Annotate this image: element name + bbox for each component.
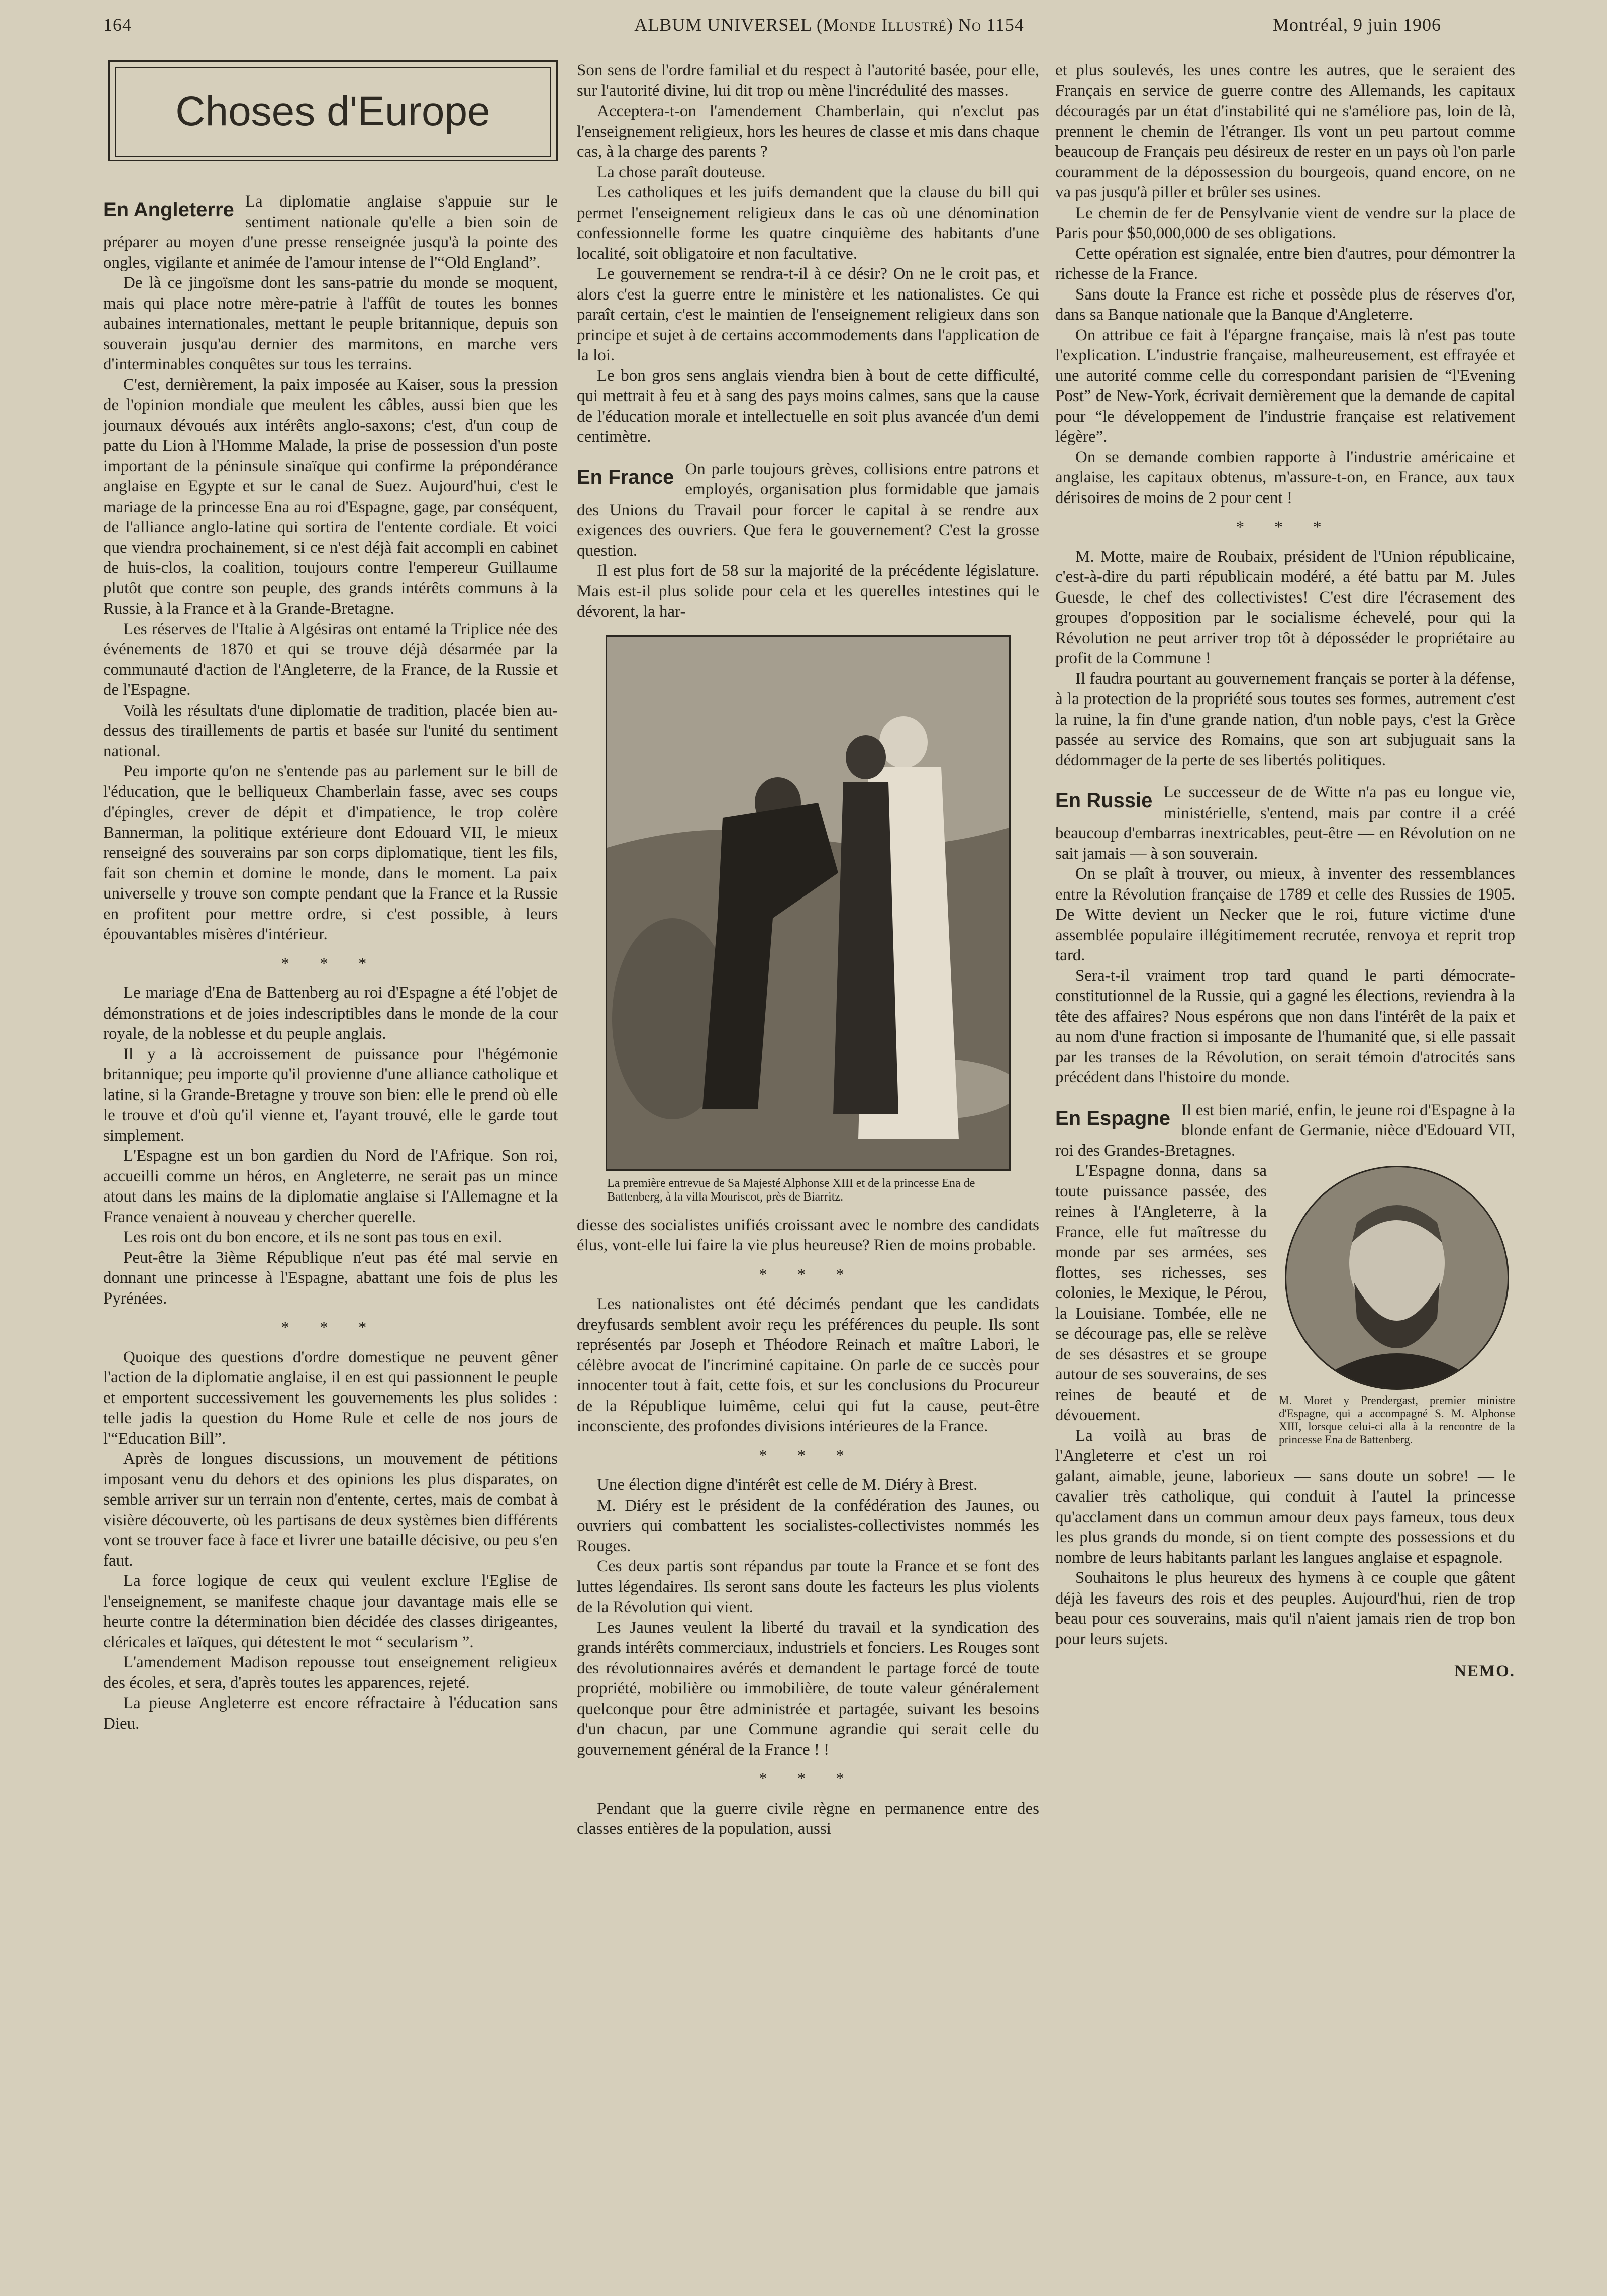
portrait-illustration (1286, 1167, 1508, 1388)
paragraph: Les nationalistes ont été décimés pendant que les candidats dreyfusards semblent avoir reçu les préférences du peuple. Ils sont représentés par Joseph et Théodore Reinach et maître Labori, le célèbre avocat de l'incriminé capitaine. On parle de ce succès pour innocenter tout à fait, cette fois, et sur les conclusions du Procureur de la République luimême, celui qui fut la cause, peut-être inconsciente, des profondes divisions intérieures de la France. (577, 1295, 1039, 1435)
portrait-figure (1279, 1166, 1515, 1446)
column-3 (1055, 60, 1515, 1682)
page-number: 164 (103, 15, 132, 35)
portrait-moret (1285, 1166, 1509, 1390)
paragraph: Le bon gros sens anglais viendra bien à bout de cette difficulté, qui mettrait à feu et à sang des pays moins calmes, sans que la cause de l'éducation morale et intellectuelle en soit plus avancée d'un demi centimètre. (577, 366, 1039, 446)
paragraph: Quoique des questions d'ordre domestique ne peuvent gêner l'action de la diplomatie anglaise, il en est qui passionnent le peuple et emportent successivement les gouvernements les plus solides : telle jadis la question du Home Rule et celle de nos jours de l'“Education Bill”. (103, 1348, 558, 1448)
photo-caption: La première entrevue de Sa Majesté Alphonse XIII et de la princesse Ena de Battenberg, à la villa Mouriscot, près de Biarritz. (607, 1176, 975, 1204)
paragraph: On parle toujours grèves, collisions entre patrons et employés, organisation plus formidable que jamais des Unions du Travail pour forcer le capital à se rendre aux exigences des ouvriers. Que fera le gouvernement? C'est la grosse question. (577, 460, 1039, 560)
photo-figure (577, 635, 1039, 1204)
section-separator: * * * (281, 954, 380, 973)
paragraph: Pendant que la guerre civile règne en permanence entre des classes entières de la population, aussi (577, 1799, 1039, 1838)
paragraph: De là ce jingoïsme dont les sans-patrie du monde se moquent, mais qui place notre mère-patrie à l'affût de toutes les bonnes aubaines internationales, mettant le peuple britannique, depuis son souverain jusqu'au dernier des marmitons, en marche vers d'interminables conquêtes sur tous les terrains. (103, 274, 558, 373)
paragraph: La chose paraît douteuse. (597, 163, 766, 181)
paragraph: La diplomatie anglaise s'appuie sur le sentiment nationale qu'elle a bien soin de préparer au moyen d'une presse renseignée jusqu'à la pointe des ongles, vigilante et animée de l'amour intense de l'“Old England”. (103, 192, 558, 272)
paragraph: L'Espagne est un bon gardien du Nord de l'Afrique. Son roi, accueilli comme un héros, en Angleterre, ne serait pas un mince atout dans les mains de la diplomatie anglaise si l'Allemagne et la France venaient à nouveau y chercher querelle. (103, 1147, 558, 1226)
paragraph: Sans doute la France est riche et possède plus de réserves d'or, dans sa Banque nationale que la Banque d'Angleterre. (1055, 285, 1515, 324)
section-separator: * * * (759, 1265, 857, 1284)
paragraph: L'amendement Madison repousse tout enseignement religieux des écoles, et sera, d'après toutes les apparences, rejeté. (103, 1653, 558, 1692)
paragraph: Ces deux partis sont répandus par toute la France et se font des luttes légendaires. Ils seront sans doute les facteurs les plus violents de la Révolution qui vient. (577, 1557, 1039, 1616)
section-separator: * * * (1236, 518, 1335, 536)
paragraph: diesse des socialistes unifiés croissant avec le nombre des candidats élus, vont-elle lui faire la vie plus heureuse? Rien de moins probable. (577, 1216, 1039, 1254)
paragraph: La pieuse Angleterre est encore réfractaire à l'éducation sans Dieu. (103, 1694, 558, 1733)
paragraph: Il y a là accroissement de puissance pour l'hégémonie britannique; peu importe qu'il provienne d'une alliance catholique et latine, si la Grande-Bretagne y trouve son bien: elle le prend où elle le trouve et d'où qu'il vienne et, l'ayant trouvé, elle le garde tout simplement. (103, 1045, 558, 1145)
section-heading-espagne: En Espagne (1055, 1107, 1170, 1129)
paragraph: Après de longues discussions, un mouvement de pétitions imposant venu du dehors et des opinions les plus disparates, on semble arriver sur un terrain non d'entente, certes, mais de combat à visière découverte, où les partisans de deux systèmes bien différents vont se trouver face à face et livrer une bataille décisive, ou peu s'en faut. (103, 1450, 558, 1570)
paragraph: Acceptera-t-on l'amendement Chamberlain, qui n'exclut pas l'enseignement religieux, hors les heures de classe et mis dans chaque cas, à la charge des parents ? (577, 102, 1039, 161)
issue-date: Montréal, 9 juin 1906 (1273, 15, 1441, 35)
paragraph: Les catholiques et les juifs demandent que la clause du bill qui permet l'enseignement religieux dans le cas où une dénomination confessionnelle forme les quatre cinquième des habitants d'une localité, soit obligatoire et non facultative. (577, 183, 1039, 263)
paragraph: Voilà les résultats d'une diplomatie de tradition, placée bien au-dessus des tiraillements de partis et basée sur l'unité du sentiment national. (103, 701, 558, 760)
title-box (108, 60, 558, 161)
page-title: Choses d'Europe (115, 67, 551, 157)
paragraph: Le gouvernement se rendra-t-il à ce désir? On ne le croit pas, et alors c'est la guerre entre le ministère et les nationalistes. Ce qui paraît certain, c'est le maintien de l'enseignement religieux dans son principe et sujet à de certains accommodements dans l'application de la loi. (577, 265, 1039, 364)
paragraph: Les rois ont du bon encore, et ils ne sont pas tous en exil. (123, 1228, 503, 1246)
paragraph: et plus soulevés, les unes contre les autres, que le seraient des Français en service de guerre contre des Allemands, les capitaux découragés par un état d'instabilité qui ne s'améliore pas, loin de là, prennent le chemin de l'étranger. Ils vont un peu partout comme beaucoup de Français peu désireux de rester en un pays où l'on parle couramment de la dépossession du bourgeois, quand encore, on ne va pas jusqu'à piller et brûler ses usines. (1055, 61, 1515, 202)
paragraph: La force logique de ceux qui veulent exclure l'Eglise de l'enseignement, se manifeste chaque jour davantage mais elle se heurte contre la détermination bien décidée des classes dirigeantes, cléricales et laïques, qui détestent le mot “ secularism ”. (103, 1572, 558, 1651)
portrait-caption: M. Moret y Prendergast, premier ministre d'Espagne, qui a accompagné S. M. Alphonse XIII, lorsque celui-ci alla à la rencontre de la princesse Ena de Battenberg. (1279, 1394, 1515, 1446)
paragraph: M. Motte, maire de Roubaix, président de l'Union républicaine, c'est-à-dire du parti républicain modéré, a été battu par M. Jules Guesde, le chef des collectivistes! C'est dire l'écrasement des groupes d'opposition par le socialisme échevelé, pour qui la Révolution ne peut arriver trop tôt à déposséder le propriétaire au profit de la Commune ! (1055, 547, 1515, 667)
paragraph: Les Jaunes veulent la liberté du travail et la syndication des grands intérêts commerciaux, industriels et fonciers. Les Rouges sont des révolutionnaires avérés et demandent le partage forcé de toute propriété, mobilière ou immobilière, de toute valeur généralement quelconque pour être administrée et partagée, suivant les besoins d'un chacun, par une Commune agrandie qui serait celle du gouvernement général de la France ! ! (577, 1618, 1039, 1759)
paragraph: Peu importe qu'on ne s'entende pas au parlement sur le bill de l'éducation, que le belliqueux Chamberlain fasse, avec ses coups d'épingles, crever de dépit et d'impatience, le trop colère Bannerman, la politique extérieure dont Edouard VII, le mieux renseigné des souverains par son corps diplomatique, tient les fils, fait son chemin et domine le monde, dans le moment. La paix universelle y trouve son compte pendant que la France et la Russie en profitent pour mettre ordre, si c'est possible, à leurs épouvantables misères d'intérieur. (103, 762, 558, 943)
paragraph: Le mariage d'Ena de Battenberg au roi d'Espagne a été l'objet de démonstrations et de joies indescriptibles dans le monde de la cour royale, de la noblesse et du peuple anglais. (103, 984, 558, 1043)
author-signature: NEMO. (1454, 1662, 1515, 1680)
paragraph: Cette opération est signalée, entre bien d'autres, pour démontrer la richesse de la France. (1055, 244, 1515, 283)
section-heading-russie: En Russie (1055, 789, 1153, 812)
paragraph: Son sens de l'ordre familial et du respect à l'autorité basée, pour elle, sur l'autorité divine, lui dit trop ou mène l'incrédulité des masses. (577, 61, 1039, 100)
section-separator: * * * (759, 1770, 857, 1788)
section-separator: * * * (281, 1319, 380, 1337)
paragraph: La voilà au bras de l'Angleterre et c'est un roi galant, aimable, jeune, laborieux — sans doute un sobre! — le cavalier très catholique, qui conduit à l'autel la princesse qu'acclament dans un commun amour deux pays fameux, tous deux les plus grands du monde, si on tient compte des possessions et du nombre de leurs habitants parlant les langues anglaise et espagnole. (1055, 1426, 1515, 1567)
paragraph: Les réserves de l'Italie à Algésiras ont entamé la Triplice née des événements de 1870 et qui se trouve déjà désarmée par la communauté d'action de l'Angleterre, de la France, de la Russie et de l'Espagne. (103, 620, 558, 699)
engraving-illustration (607, 637, 1009, 1169)
paragraph: Il est bien marié, enfin, le jeune roi d'Espagne à la blonde enfant de Germanie, nièce d'Edouard VII, roi des Grandes-Bretagnes. (1055, 1101, 1515, 1160)
paragraph: Une élection digne d'intérêt est celle de M. Diéry à Brest. (597, 1476, 978, 1494)
paragraph: M. Diéry est le président de la confédération des Jaunes, ou ouvriers qui combattent les socialistes-collectivistes nommés les Rouges. (577, 1496, 1039, 1555)
paragraph: Le chemin de fer de Pensylvanie vient de vendre sur la place de Paris pour $50,000,000 de ses obligations. (1055, 204, 1515, 242)
paragraph: Le successeur de de Witte n'a pas eu longue vie, ministérielle, s'entend, mais par contre il a créé beaucoup d'embarras inextricables, peut-être — en Révolution on ne sait jamais — à son souverain. (1055, 783, 1515, 863)
paragraph: On attribue ce fait à l'épargne française, mais là n'est pas toute l'explication. L'industrie française, malheureusement, est effrayée et une autorité comme celle du correspondant parisien de “l'Evening Post” de New-York, écrivait dernièrement que la demande de capital pour “le développement de l'industrie française est relativement légère”. (1055, 326, 1515, 446)
paragraph: Il faudra pourtant au gouvernement français se porter à la défense, à la protection de la propriété sous toutes ses formes, autrement c'est la ruine, la fin d'une grande nation, d'un noble pays, c'est la Grèce passée au service des Romains, que son art subjuguait sans la dédommager de la perte de ses libertés politiques. (1055, 669, 1516, 769)
paragraph: C'est, dernièrement, la paix imposée au Kaiser, sous la pression de l'opinion mondiale que meulent les câbles, aussi bien que les journaux dévoués aux intérêts anglo-saxons; c'est, d'un coup de patte du Lion à l'Homme Malade, la prise de possession d'un poste important de la péninsule sinaïque qui confirme la prépondérance anglaise en Egypte et sur le canal de Suez. Aujourd'hui, c'est le mariage de la princesse Ena au roi d'Espagne, gage, par conséquent, de l'alliance anglo-latine qui sortira de l'entente cordiale. Et voici que viendra prochainement, si ce n'est déjà fait accompli en cabinet de huis-clos, la coalition, toujours contre l'empereur Guillaume plutôt que contre son peuple, des grands intérêts communs à la Russie, à la France et à la Grande-Bretagne. (103, 375, 558, 618)
paragraph: L'Espagne donna, dans sa toute puissance passée, des reines à l'Angleterre, à la France, elle fut maîtresse du monde par ses armées, ses flottes, ses richesses, ses colonies, le Mexique, le Pérou, la Louisiane. Tombée, elle ne se décourage pas, elle se relève de ses désastres et se groupe autour de ses souverains, de ses reines de beauté et de dévouement. (1055, 1162, 1267, 1424)
column-1 (103, 60, 558, 1734)
paragraph: Sera-t-il vraiment trop tard quand le parti démocrate-constitutionnel de la Russie, qui a gagné les élections, reviendra à la tête des affaires? Nous espérons que non dans l'intérêt de la paix et au nom d'une fraction si imposante de l'humanité que, si elle passait par les transes de la Révolution, on serait témoin d'atrocités sans précédent dans l'histoire du monde. (1055, 966, 1515, 1086)
paragraph: Il est plus fort de 58 sur la majorité de la précédente législature. Mais est-il plus solide pour cela et les querelles intestines qui le dévorent, la har- (577, 562, 1039, 621)
section-heading-angleterre: En Angleterre (103, 198, 234, 221)
publication-title: ALBUM UNIVERSEL (Monde Illustré) No 1154 (634, 15, 1024, 35)
paragraph: Souhaitons le plus heureux des hymens à ce couple que gâtent déjà les faveurs des rois et des peuples. Aujourd'hui, rien de trop beau pour ces souverains, mais qu'il n'aient jamais rien de trop bon pour leurs sujets. (1055, 1569, 1515, 1648)
paragraph: On se demande combien rapporte à l'industrie américaine et anglaise, les capitaux obtenus, m'assure-t-on, en France, aux taux dérisoires de moins de 2 pour cent ! (1055, 448, 1515, 507)
paragraph: Peut-être la 3ième République n'eut pas été mal servie en donnant une princesse à l'Espagne, abattant une fois de plus les Pyrénées. (103, 1248, 558, 1308)
engraving-royal-meeting (606, 635, 1011, 1171)
paragraph: On se plaît à trouver, ou mieux, à inventer des ressemblances entre la Révolution française de 1789 et celle des Russies de 1905. De Witte devient un Necker que le roi, future victime d'une assemblée populaire illégitimement recrutée, renvoya et reprit trop tard. (1055, 865, 1515, 964)
section-heading-france: En France (577, 466, 674, 488)
column-2 (577, 60, 1039, 1839)
section-separator: * * * (759, 1446, 857, 1465)
